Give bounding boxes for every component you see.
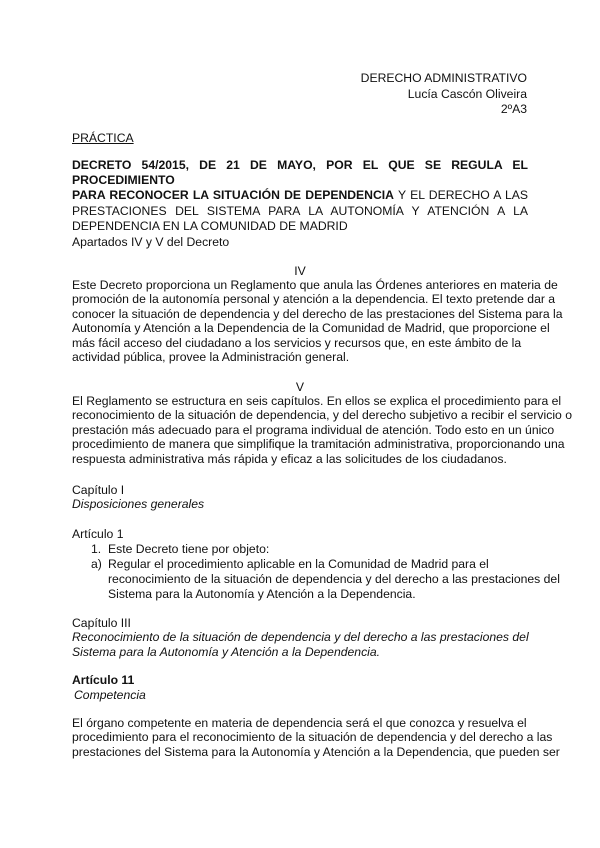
section-iv-line: más fácil acceso del ciudadano a los servicios y recursos que, en este ámbito de la [72, 335, 522, 350]
section-v-numeral: V [295, 380, 305, 394]
title-line-2-bold: PARA RECONOCER LA SITUACIÓN DE DEPENDENCIA [72, 188, 394, 203]
section-v-line: prestación más adecuado para el programa individual de atención. Todo esto en un único [72, 422, 555, 437]
section-iv-numeral: IV [294, 264, 306, 278]
capitulo-3-subtitle-line: Reconocimiento de la situación de dependencia y del derecho a las prestaciones del [72, 630, 529, 645]
section-iv-line: conocer la situación de dependencia y del derecho de las prestaciones del Sistema para la [72, 306, 563, 321]
articulo-1-item-1 [91, 542, 270, 556]
title-line-3: PRESTACIONES DEL SISTEMA PARA LA AUTONOMÍA Y ATENCIÓN A LA [72, 203, 528, 218]
item-a-text [108, 557, 560, 601]
section-v-line: respuesta administrativa más rápida y eficaz a las solicitudes de los ciudadanos. [72, 451, 507, 466]
capitulo-1 [72, 483, 528, 512]
articulo-11-heading: Artículo 11 [72, 673, 135, 687]
section-iv-line: Autonomía y Atención a la Dependencia de la Comunidad de Madrid, que proporcione el [72, 321, 550, 336]
item-1-text: Este Decreto tiene por objeto: [108, 542, 270, 556]
section-iv-paragraph [72, 278, 563, 365]
header-course: DERECHO ADMINISTRATIVO [360, 71, 527, 85]
section-v-line: procedimiento de manera que simplifique la tramitación administrativa, proporcionando una [72, 437, 565, 452]
capitulo-1-subtitle: Disposiciones generales [72, 497, 205, 512]
capitulo-3-subtitle-line: Sistema para la Autonomía y Atención a la Dependencia. [72, 644, 381, 659]
title-line-1: DECRETO 54/2015, DE 21 DE MAYO, POR EL QUE SE REGULA EL PROCEDIMIENTO [72, 158, 528, 188]
title-line-2-normal: Y EL DERECHO A LAS [393, 188, 528, 203]
articulo-11-line: El órgano competente en materia de dependencia será el que conozca y resuelva el [72, 716, 527, 730]
capitulo-3-heading: Capítulo III [72, 616, 131, 630]
apartados-label: Apartados IV y V del Decreto [72, 235, 230, 249]
section-v-line: El Reglamento se estructura en seis capítulos. En ellos se explica el procedimiento para el [72, 394, 562, 408]
title-line-2 [72, 188, 528, 203]
articulo-1-heading: Artículo 1 [72, 527, 124, 541]
item-a-line: reconocimiento de la situación de dependencia y del derecho a las prestaciones del [108, 571, 560, 586]
title-line-4: DEPENDENCIA EN LA COMUNIDAD DE MADRID [72, 218, 348, 233]
item-a-label: a) [91, 557, 102, 571]
section-v-line: reconocimiento de la situación de dependencia, y del derecho subjetivo a recibir el servicio o [72, 408, 572, 423]
section-v-paragraph [72, 394, 572, 466]
practica-heading: PRÁCTICA [72, 131, 134, 145]
section-iv-line: actividad pública, provee la Administración general. [72, 350, 350, 365]
item-a-line: Regular el procedimiento aplicable en la Comunidad de Madrid para el [108, 557, 489, 571]
articulo-11-line: procedimiento para el reconocimiento de la situación de dependencia y del derecho a las [72, 730, 553, 745]
document-header [361, 71, 527, 118]
header-group: 2ºA3 [500, 102, 527, 116]
item-a-line: Sistema para la Autonomía y Atención a la Dependencia. [108, 586, 416, 601]
capitulo-1-heading: Capítulo I [72, 483, 125, 497]
header-author: Lucía Cascón Oliveira [407, 86, 527, 101]
capitulo-3 [72, 616, 528, 659]
articulo-11-subtitle: Competencia [74, 688, 146, 702]
item-1-number: 1. [91, 542, 102, 556]
decree-title [72, 158, 528, 234]
section-iv-line: Este Decreto proporciona un Reglamento que anula las Órdenes anteriores en materia de [72, 278, 558, 292]
section-iv-line: promoción de la autonomía personal y atención a la dependencia. El texto pretende dar a [72, 292, 556, 307]
articulo-11-paragraph [72, 716, 560, 759]
articulo-11-line: prestaciones del Sistema para la Autonomía y Atención a la Dependencia, que pueden ser [72, 744, 560, 759]
articulo-1-item-a [91, 557, 102, 572]
